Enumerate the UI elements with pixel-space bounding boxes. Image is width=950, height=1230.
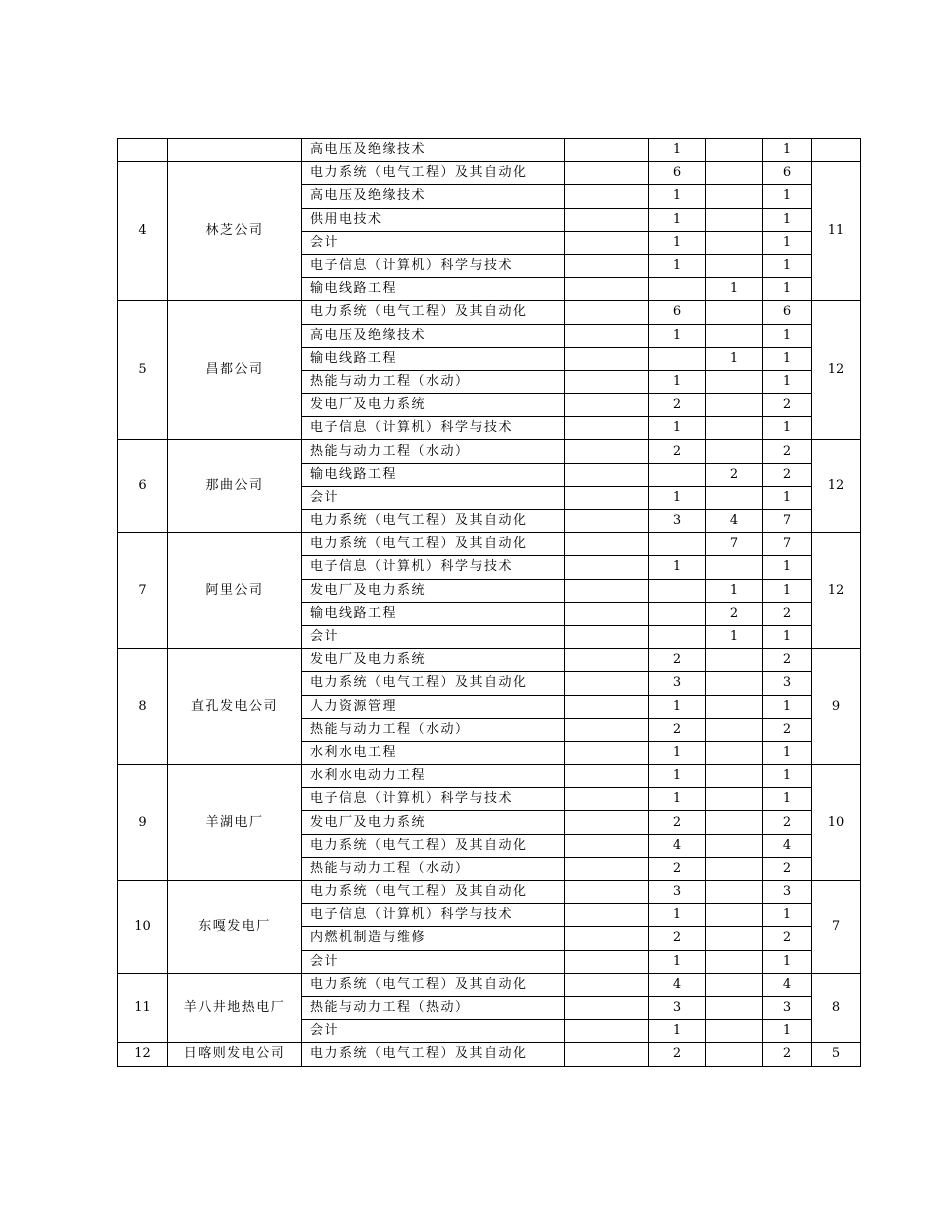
- major-name: 电子信息（计算机）科学与技术: [302, 417, 565, 440]
- empty-cell: [565, 1020, 649, 1043]
- company-name: 羊八井地热电厂: [168, 973, 302, 1043]
- count-b: [706, 208, 763, 231]
- count-c: 1: [763, 347, 812, 370]
- count-c: 1: [763, 139, 812, 162]
- major-name: 会计: [302, 950, 565, 973]
- count-b: [706, 649, 763, 672]
- count-a: 1: [649, 904, 706, 927]
- major-name: 输电线路工程: [302, 278, 565, 301]
- empty-cell: [565, 254, 649, 277]
- count-b: 7: [706, 533, 763, 556]
- empty-cell: [565, 162, 649, 185]
- major-name: 电力系统（电气工程）及其自动化: [302, 533, 565, 556]
- empty-cell: [565, 394, 649, 417]
- major-name: 电子信息（计算机）科学与技术: [302, 254, 565, 277]
- count-b: [706, 185, 763, 208]
- empty-cell: [565, 741, 649, 764]
- empty-cell: [565, 231, 649, 254]
- count-c: 2: [763, 463, 812, 486]
- empty-cell: [565, 996, 649, 1019]
- group-number: 8: [118, 649, 168, 765]
- group-total: 8: [812, 973, 861, 1043]
- count-c: 2: [763, 718, 812, 741]
- major-name: 人力资源管理: [302, 695, 565, 718]
- count-a: 1: [649, 231, 706, 254]
- count-a: [649, 533, 706, 556]
- empty-cell: [565, 440, 649, 463]
- group-total: 7: [812, 881, 861, 974]
- count-c: 2: [763, 857, 812, 880]
- count-c: 1: [763, 185, 812, 208]
- major-name: 电力系统（电气工程）及其自动化: [302, 162, 565, 185]
- empty-cell: [565, 301, 649, 324]
- empty-cell: [565, 649, 649, 672]
- group-number: 9: [118, 765, 168, 881]
- count-c: 1: [763, 324, 812, 347]
- empty-cell: [565, 208, 649, 231]
- count-c: 6: [763, 162, 812, 185]
- count-c: 1: [763, 370, 812, 393]
- empty-cell: [565, 370, 649, 393]
- count-a: [649, 278, 706, 301]
- count-a: [649, 602, 706, 625]
- table-row: [118, 440, 861, 463]
- empty-cell: [565, 881, 649, 904]
- major-name: 电子信息（计算机）科学与技术: [302, 904, 565, 927]
- group-total: 12: [812, 301, 861, 440]
- table-row: [118, 162, 861, 185]
- count-a: 1: [649, 208, 706, 231]
- count-c: 2: [763, 394, 812, 417]
- company-name: 东嘎发电厂: [168, 881, 302, 974]
- count-b: [706, 1043, 763, 1066]
- table-row: [118, 533, 861, 556]
- table-body: [118, 139, 861, 1067]
- count-b: [706, 370, 763, 393]
- count-c: 2: [763, 927, 812, 950]
- count-b: [706, 973, 763, 996]
- empty-cell: [565, 950, 649, 973]
- count-b: [706, 301, 763, 324]
- company-name: 昌都公司: [168, 301, 302, 440]
- major-name: 高电压及绝缘技术: [302, 324, 565, 347]
- count-c: 1: [763, 765, 812, 788]
- count-b: [706, 162, 763, 185]
- count-b: [706, 718, 763, 741]
- count-a: 1: [649, 765, 706, 788]
- major-name: 发电厂及电力系统: [302, 811, 565, 834]
- count-c: 1: [763, 950, 812, 973]
- major-name: 会计: [302, 625, 565, 648]
- count-c: 2: [763, 602, 812, 625]
- count-c: 4: [763, 834, 812, 857]
- group-number: [118, 139, 168, 162]
- count-a: 2: [649, 857, 706, 880]
- empty-cell: [565, 510, 649, 533]
- count-a: 2: [649, 440, 706, 463]
- group-total: [812, 139, 861, 162]
- company-name: 羊湖电厂: [168, 765, 302, 881]
- count-b: 1: [706, 579, 763, 602]
- empty-cell: [565, 1043, 649, 1066]
- count-c: 1: [763, 904, 812, 927]
- major-name: 电子信息（计算机）科学与技术: [302, 556, 565, 579]
- empty-cell: [565, 579, 649, 602]
- table-row: [118, 881, 861, 904]
- count-b: 2: [706, 602, 763, 625]
- group-total: 9: [812, 649, 861, 765]
- count-b: 2: [706, 463, 763, 486]
- group-number: 10: [118, 881, 168, 974]
- company-name: 日喀则发电公司: [168, 1043, 302, 1066]
- major-name: 发电厂及电力系统: [302, 579, 565, 602]
- major-name: 热能与动力工程（水动）: [302, 440, 565, 463]
- company-name: 直孔发电公司: [168, 649, 302, 765]
- count-c: 2: [763, 1043, 812, 1066]
- count-c: 7: [763, 510, 812, 533]
- count-a: 1: [649, 556, 706, 579]
- table-row: [118, 301, 861, 324]
- count-a: 1: [649, 417, 706, 440]
- group-number: 5: [118, 301, 168, 440]
- count-b: [706, 254, 763, 277]
- count-a: [649, 579, 706, 602]
- count-a: 1: [649, 950, 706, 973]
- empty-cell: [565, 927, 649, 950]
- count-b: [706, 996, 763, 1019]
- empty-cell: [565, 556, 649, 579]
- count-a: 2: [649, 811, 706, 834]
- major-name: 高电压及绝缘技术: [302, 139, 565, 162]
- empty-cell: [565, 324, 649, 347]
- count-a: 2: [649, 927, 706, 950]
- count-a: [649, 347, 706, 370]
- count-a: 1: [649, 324, 706, 347]
- empty-cell: [565, 347, 649, 370]
- count-c: 6: [763, 301, 812, 324]
- major-name: 电子信息（计算机）科学与技术: [302, 788, 565, 811]
- empty-cell: [565, 788, 649, 811]
- empty-cell: [565, 533, 649, 556]
- count-b: [706, 394, 763, 417]
- count-c: 3: [763, 881, 812, 904]
- count-b: [706, 231, 763, 254]
- count-a: 1: [649, 1020, 706, 1043]
- count-b: 1: [706, 278, 763, 301]
- count-c: 1: [763, 231, 812, 254]
- count-b: [706, 881, 763, 904]
- group-number: 7: [118, 533, 168, 649]
- count-b: [706, 788, 763, 811]
- empty-cell: [565, 486, 649, 509]
- count-b: [706, 417, 763, 440]
- count-a: 6: [649, 301, 706, 324]
- empty-cell: [565, 857, 649, 880]
- major-name: 输电线路工程: [302, 463, 565, 486]
- count-a: 3: [649, 881, 706, 904]
- major-name: 发电厂及电力系统: [302, 394, 565, 417]
- empty-cell: [565, 973, 649, 996]
- group-number: 4: [118, 162, 168, 301]
- count-c: 2: [763, 811, 812, 834]
- empty-cell: [565, 765, 649, 788]
- major-name: 电力系统（电气工程）及其自动化: [302, 881, 565, 904]
- count-a: 2: [649, 649, 706, 672]
- major-name: 电力系统（电气工程）及其自动化: [302, 510, 565, 533]
- company-name: [168, 139, 302, 162]
- count-c: 1: [763, 254, 812, 277]
- count-a: 2: [649, 718, 706, 741]
- count-c: 1: [763, 579, 812, 602]
- group-total: 11: [812, 162, 861, 301]
- count-b: [706, 834, 763, 857]
- empty-cell: [565, 417, 649, 440]
- group-total: 5: [812, 1043, 861, 1066]
- count-a: 1: [649, 254, 706, 277]
- count-c: 1: [763, 741, 812, 764]
- count-b: [706, 695, 763, 718]
- count-b: 1: [706, 625, 763, 648]
- major-name: 电力系统（电气工程）及其自动化: [302, 834, 565, 857]
- count-b: [706, 440, 763, 463]
- major-name: 会计: [302, 486, 565, 509]
- count-b: [706, 324, 763, 347]
- count-a: 1: [649, 695, 706, 718]
- count-a: 4: [649, 834, 706, 857]
- count-a: 2: [649, 394, 706, 417]
- count-a: 3: [649, 996, 706, 1019]
- empty-cell: [565, 811, 649, 834]
- count-b: [706, 741, 763, 764]
- empty-cell: [565, 672, 649, 695]
- count-b: [706, 811, 763, 834]
- empty-cell: [565, 904, 649, 927]
- count-c: 3: [763, 996, 812, 1019]
- count-a: [649, 463, 706, 486]
- count-c: 1: [763, 556, 812, 579]
- company-name: 阿里公司: [168, 533, 302, 649]
- empty-cell: [565, 278, 649, 301]
- count-a: 1: [649, 741, 706, 764]
- group-total: 10: [812, 765, 861, 881]
- count-c: 1: [763, 1020, 812, 1043]
- count-c: 1: [763, 788, 812, 811]
- count-b: [706, 672, 763, 695]
- group-number: 12: [118, 1043, 168, 1066]
- recruitment-table: [117, 138, 861, 1067]
- major-name: 输电线路工程: [302, 347, 565, 370]
- count-a: 1: [649, 788, 706, 811]
- count-a: [649, 625, 706, 648]
- count-b: [706, 139, 763, 162]
- count-a: 3: [649, 672, 706, 695]
- empty-cell: [565, 718, 649, 741]
- count-b: [706, 556, 763, 579]
- count-c: 4: [763, 973, 812, 996]
- major-name: 电力系统（电气工程）及其自动化: [302, 1043, 565, 1066]
- empty-cell: [565, 625, 649, 648]
- major-name: 热能与动力工程（水动）: [302, 718, 565, 741]
- empty-cell: [565, 834, 649, 857]
- count-c: 1: [763, 625, 812, 648]
- count-b: [706, 950, 763, 973]
- major-name: 水利水电工程: [302, 741, 565, 764]
- table-row: [118, 765, 861, 788]
- major-name: 输电线路工程: [302, 602, 565, 625]
- empty-cell: [565, 139, 649, 162]
- group-total: 12: [812, 440, 861, 533]
- count-c: 1: [763, 417, 812, 440]
- count-b: [706, 765, 763, 788]
- count-c: 1: [763, 695, 812, 718]
- count-b: [706, 857, 763, 880]
- count-c: 2: [763, 440, 812, 463]
- major-name: 电力系统（电气工程）及其自动化: [302, 672, 565, 695]
- table-row: [118, 1043, 861, 1066]
- empty-cell: [565, 185, 649, 208]
- major-name: 电力系统（电气工程）及其自动化: [302, 301, 565, 324]
- count-a: 3: [649, 510, 706, 533]
- group-number: 11: [118, 973, 168, 1043]
- table-row: [118, 973, 861, 996]
- count-a: 6: [649, 162, 706, 185]
- empty-cell: [565, 602, 649, 625]
- major-name: 高电压及绝缘技术: [302, 185, 565, 208]
- count-c: 1: [763, 486, 812, 509]
- group-total: 12: [812, 533, 861, 649]
- major-name: 会计: [302, 231, 565, 254]
- count-b: [706, 904, 763, 927]
- count-a: 1: [649, 185, 706, 208]
- major-name: 发电厂及电力系统: [302, 649, 565, 672]
- count-b: [706, 486, 763, 509]
- table-row: [118, 139, 861, 162]
- major-name: 热能与动力工程（水动）: [302, 370, 565, 393]
- count-b: 1: [706, 347, 763, 370]
- company-name: 那曲公司: [168, 440, 302, 533]
- major-name: 水利水电动力工程: [302, 765, 565, 788]
- major-name: 电力系统（电气工程）及其自动化: [302, 973, 565, 996]
- group-number: 6: [118, 440, 168, 533]
- count-a: 1: [649, 139, 706, 162]
- count-c: 2: [763, 649, 812, 672]
- count-c: 3: [763, 672, 812, 695]
- empty-cell: [565, 463, 649, 486]
- major-name: 热能与动力工程（水动）: [302, 857, 565, 880]
- count-c: 7: [763, 533, 812, 556]
- count-c: 1: [763, 278, 812, 301]
- major-name: 会计: [302, 1020, 565, 1043]
- count-a: 1: [649, 486, 706, 509]
- count-a: 1: [649, 370, 706, 393]
- count-b: [706, 1020, 763, 1043]
- company-name: 林芝公司: [168, 162, 302, 301]
- count-b: 4: [706, 510, 763, 533]
- table-row: [118, 649, 861, 672]
- count-a: 2: [649, 1043, 706, 1066]
- major-name: 供用电技术: [302, 208, 565, 231]
- major-name: 热能与动力工程（热动）: [302, 996, 565, 1019]
- count-a: 4: [649, 973, 706, 996]
- major-name: 内燃机制造与维修: [302, 927, 565, 950]
- count-c: 1: [763, 208, 812, 231]
- count-b: [706, 927, 763, 950]
- empty-cell: [565, 695, 649, 718]
